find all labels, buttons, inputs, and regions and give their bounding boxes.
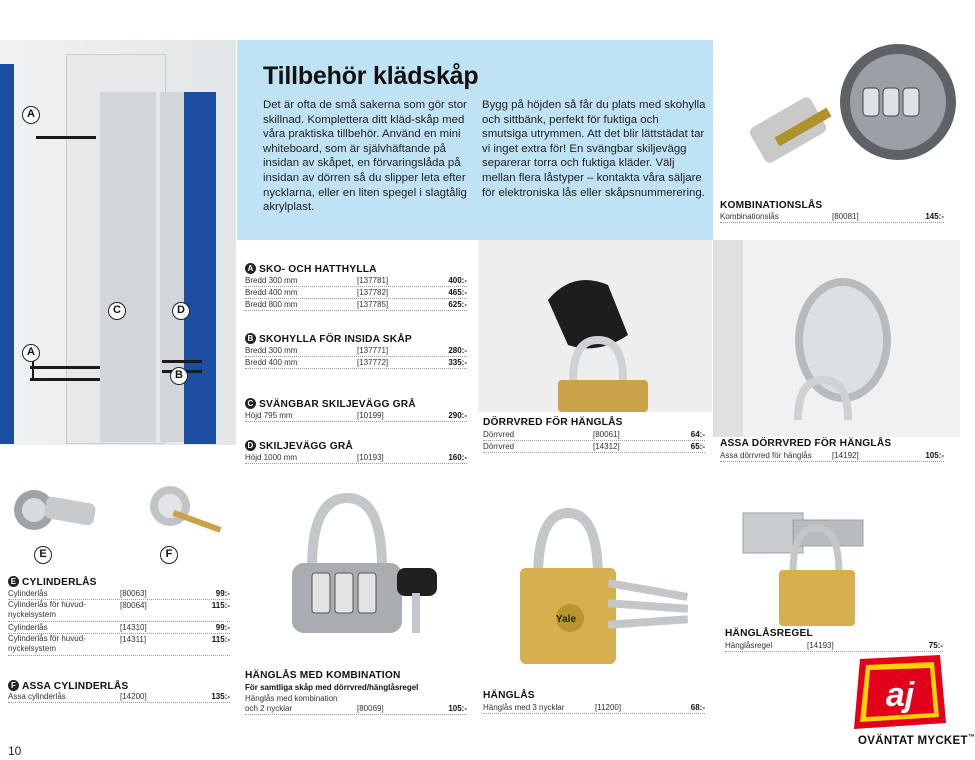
product-code: [137782] — [357, 288, 389, 297]
hanglas-kombination-heading: HÄNGLÅS MED KOMBINATION — [245, 670, 401, 681]
product-code: [10199] — [357, 411, 384, 420]
product-price: 115:- — [211, 635, 230, 644]
aj-logo-mark: aj — [885, 676, 915, 714]
assa-door-handle-illustration — [713, 240, 960, 437]
product-row — [8, 600, 230, 622]
product-price: 135:- — [211, 692, 230, 701]
svangbar-heading — [245, 398, 416, 410]
product-price: 99:- — [215, 589, 230, 598]
combination-padlock-photo — [237, 478, 477, 663]
product-row — [720, 211, 944, 223]
product-name: Dörrvred — [483, 442, 515, 451]
product-price: 290:- — [448, 411, 467, 420]
logo-slogan — [858, 734, 975, 747]
cylinder-lock-photo — [0, 478, 236, 578]
product-name: Assa cylinderlås — [8, 692, 66, 701]
product-row — [725, 640, 943, 652]
locker-door-right — [184, 92, 216, 444]
cylinder-lock-illustration — [0, 478, 236, 578]
product-row — [245, 357, 467, 369]
product-row — [245, 299, 467, 311]
product-code: [80061] — [593, 430, 620, 439]
badge-b: B — [245, 333, 256, 344]
product-row — [245, 275, 467, 287]
hanglas-kombination-subheading: För samtliga skåp med dörrvred/hänglåsregel — [245, 683, 419, 692]
product-name: Cylinderlås för huvud-nyckelsystem — [8, 600, 86, 619]
aj-logo — [850, 653, 950, 733]
product-price: 64:- — [690, 430, 705, 439]
product-row — [8, 588, 230, 600]
heading-text: SKOHYLLA FÖR INSIDA SKÅP — [259, 334, 412, 345]
product-name: Kombinationslås — [720, 212, 779, 221]
product-row — [8, 622, 230, 634]
product-name: Cylinderlås — [8, 589, 48, 598]
product-code: [80063] — [120, 589, 147, 598]
product-price: 99:- — [215, 623, 230, 632]
heading-text: SKILJEVÄGG GRÅ — [259, 441, 353, 452]
trademark-symbol: ™ — [967, 734, 975, 741]
product-name: Cylinderlås för huvud-nyckelsystem — [8, 634, 86, 653]
product-price: 105:- — [925, 451, 944, 460]
product-price: 65:- — [690, 442, 705, 451]
label-d: D — [172, 302, 190, 320]
padlock-illustration — [478, 478, 712, 686]
kombinationslas-heading: KOMBINATIONSLÅS — [720, 200, 823, 211]
product-row — [8, 634, 230, 656]
product-name: Dörrvred — [483, 430, 515, 439]
product-code: [14200] — [120, 692, 147, 701]
badge-a: A — [245, 263, 256, 274]
slogan-text: OVÄNTAT MYCKET — [858, 734, 968, 747]
product-row — [720, 450, 944, 462]
locker-interior — [100, 92, 156, 442]
product-row — [483, 429, 705, 441]
product-code: [14192] — [832, 451, 859, 460]
product-code: [137772] — [357, 358, 389, 367]
label-e: E — [34, 546, 52, 564]
page-title: Tillbehör klädskåp — [263, 62, 479, 90]
hasp-illustration — [713, 478, 960, 628]
product-row — [8, 691, 230, 703]
product-name: och 2 nycklar — [245, 704, 293, 713]
product-name: Bredd 400 mm — [245, 358, 298, 367]
label-a-bottom: A — [22, 344, 40, 362]
combination-lock-illustration — [713, 40, 960, 200]
product-row — [245, 410, 467, 422]
product-row — [245, 287, 467, 299]
product-price: 400:- — [448, 276, 467, 285]
combination-lock-photo — [713, 40, 960, 200]
assa-dorrvred-heading: ASSA DÖRRVRED FÖR HÄNGLÅS — [720, 438, 892, 449]
label-b: B — [170, 367, 188, 385]
combination-padlock-illustration — [237, 478, 477, 663]
hasp-photo — [713, 478, 960, 628]
product-price: 625:- — [448, 300, 467, 309]
product-row — [483, 441, 705, 453]
product-name: Bredd 400 mm — [245, 288, 298, 297]
product-code: [14311] — [120, 635, 147, 644]
locker-photo — [0, 40, 236, 445]
product-code: [14193] — [807, 641, 834, 650]
product-code: [10193] — [357, 453, 384, 462]
product-price: 335:- — [448, 358, 467, 367]
heading-text: SKO- OCH HATTHYLLA — [259, 264, 377, 275]
product-row — [245, 703, 467, 715]
hat-rack — [36, 136, 96, 139]
assa-door-handle-photo — [713, 240, 960, 437]
product-code: [137785] — [357, 300, 389, 309]
door-handle-illustration — [478, 240, 712, 412]
hanglas-heading: HÄNGLÅS — [483, 690, 535, 701]
product-price: 280:- — [448, 346, 467, 355]
cylinderlas-heading — [8, 576, 97, 588]
skohylla-heading — [245, 333, 412, 345]
product-name: Höjd 795 mm — [245, 411, 293, 420]
product-name: Hänglås med 3 nycklar — [483, 703, 565, 712]
product-price: 160:- — [448, 453, 467, 462]
product-code: [11200] — [595, 703, 622, 712]
product-code: [80069] — [357, 704, 384, 713]
hanglasregel-heading: HÄNGLÅSREGEL — [725, 628, 813, 639]
shoe-rack-a-2 — [30, 378, 100, 381]
product-code: [14310] — [120, 623, 147, 632]
product-row — [245, 452, 467, 464]
badge-c: C — [245, 398, 256, 409]
product-name: Bredd 300 mm — [245, 276, 298, 285]
label-a-top: A — [22, 106, 40, 124]
product-row — [483, 702, 705, 714]
sko-hatthylla-heading — [245, 263, 377, 275]
product-price: 145:- — [925, 212, 944, 221]
badge-e: E — [8, 576, 19, 587]
intro-text-right: Bygg på höjden så får du plats med skohylla och sittbänk, perfekt för fuktiga och smutsiga utrymmen. Att det blir lättstädat tar vi inget extra för! En svängbar skiljevägg separerar torra och fuktiga kläder. Välj mellan flera låstyper – kontakta våra säljare för elektroniska lås eller skåpsnummerering. — [482, 99, 706, 199]
product-name: Hänglåsregel — [725, 641, 773, 650]
product-price: 115:- — [211, 601, 230, 610]
product-code: [137771] — [357, 346, 389, 355]
intro-text-left: Det är ofta de små sakerna som gör stor skillnad. Komplettera ditt kläd-skåp med våra praktiska tillbehör. Använd en mini whiteboard, som är självhäftande på insidan av skåpet, en förvaringslåda på insidan av dörren så du slipper leta efter nycklarna, eller en liten spegel i slagtålig akrylplast. — [263, 99, 467, 214]
product-code: [14312] — [593, 442, 620, 451]
product-row — [245, 345, 467, 357]
padlock-photo — [478, 478, 712, 686]
dorrvred-heading: DÖRRVRED FÖR HÄNGLÅS — [483, 417, 623, 428]
door-handle-photo — [478, 240, 712, 412]
label-f: F — [160, 546, 178, 564]
product-code: [137781] — [357, 276, 389, 285]
product-name: Bredd 800 mm — [245, 300, 298, 309]
product-price: 105:- — [448, 704, 467, 713]
shoe-rack-a — [30, 366, 100, 369]
page-number: 10 — [8, 744, 22, 758]
badge-f: F — [8, 680, 19, 691]
shoe-rack-b — [162, 360, 202, 363]
product-code: [80081] — [832, 212, 859, 221]
padlock-brand: Yale — [556, 614, 577, 625]
product-code: [80064] — [120, 601, 147, 610]
product-name: Bredd 300 mm — [245, 346, 298, 355]
heading-text: SVÄNGBAR SKILJEVÄGG GRÅ — [259, 399, 416, 410]
product-name: Cylinderlås — [8, 623, 48, 632]
label-c: C — [108, 302, 126, 320]
product-name: Höjd 1000 mm — [245, 453, 298, 462]
skiljevagg-heading — [245, 440, 353, 452]
product-price: 75:- — [928, 641, 943, 650]
product-name: Hänglås med kombination — [245, 694, 338, 703]
heading-text: ASSA CYLINDERLÅS — [22, 681, 129, 692]
heading-text: CYLINDERLÅS — [22, 577, 97, 588]
locker-door-left — [0, 64, 14, 444]
product-name: Assa dörrvred för hänglås — [720, 451, 812, 460]
product-price: 68:- — [690, 703, 705, 712]
product-price: 465:- — [448, 288, 467, 297]
badge-d: D — [245, 440, 256, 451]
